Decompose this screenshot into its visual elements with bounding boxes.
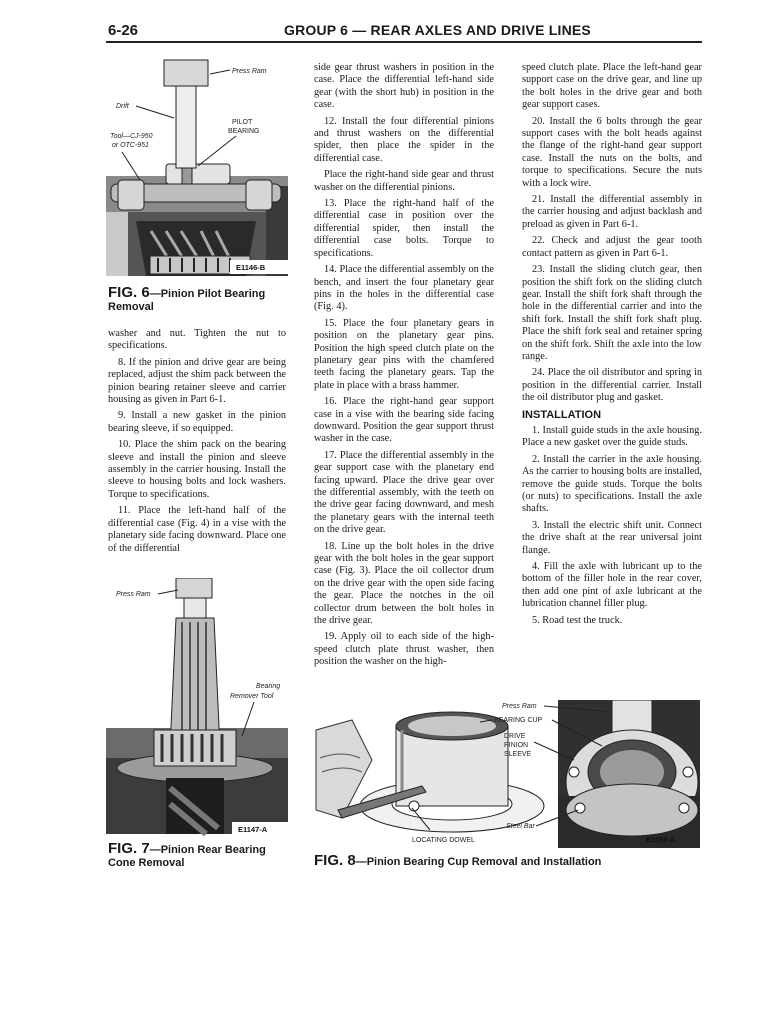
paragraph: 16. Place the right-hand gear support case in a vise with the bearing side facing downward. Position the gear support thrust washer in the case. [314, 396, 494, 445]
fig6-caption-num: FIG. 6 [108, 284, 150, 301]
fig6-code: E1146-B [236, 263, 266, 272]
paragraph: 20. Install the 6 bolts through the gear support cases with the bolt heads against the flange of the right-hand gear support case. Install the nuts on the bolts, and torque to specifications. Secure the nuts with a lock wire. [522, 115, 702, 189]
fig6-illustration [106, 56, 290, 284]
paragraph: 17. Place the differential assembly in the gear support case with the planetary end facing upward. Place the drive gear over the differential assembly, with the teeth on the drive gear facing downward, and mesh the planetary gears with the internal teeth on the drive gear. [314, 449, 494, 536]
fig8-code: E1059-A [646, 835, 676, 844]
column-1-text [108, 328, 286, 559]
fig8-caption [314, 854, 704, 869]
paragraph: 10. Place the shim pack on the bearing sleeve and install the pinion and sleeve assembly in the carrier housing. Install the sleeve to housing bolts and lock washers. Torque to specifications. [108, 439, 286, 500]
paragraph: 23. Install the sliding clutch gear, then position the shift fork on the sliding clutch gear. Install the shift fork shaft through the hole in the differential carrier and into the shift fork. Install the shift fork shaft plug. Place the shift fork seal and retainer spring on the shift fork. Shift the axle into the low range. [522, 264, 702, 362]
fig8-label-pinion: PINION [504, 742, 529, 749]
paragraph: 14. Place the differential assembly on the bench, and insert the four planetary gear pins in the holes in the differential case (Fig. 4). [314, 264, 494, 313]
fig7-label-press-ram: Press Ram [116, 591, 151, 598]
paragraph: 22. Check and adjust the gear tooth contact pattern as given in Part 6-1. [522, 235, 702, 259]
paragraph: 18. Line up the bolt holes in the drive gear with the bolt holes in the gear support case (Fig. 3). Place the oil collector drum on the drive gear with the open side facing the gear. Place the notches in the oil collector drum between the bolt holes in the drive gear. [314, 540, 494, 627]
fig7-label-remover-tool: Remover Tool [230, 693, 274, 700]
fig7-caption-text: —Pinion Rear Bearing Cone Removal [108, 844, 266, 869]
fig8-label-bearing-cup: BEARING CUP [494, 717, 543, 724]
fig8-illustration [312, 700, 704, 850]
fig7-code: E1147-A [238, 825, 268, 834]
page-number: 6-26 [108, 22, 139, 39]
paragraph: 8. If the pinion and drive gear are being replaced, adjust the shim pack between the pinion bearing retainer sleeve and carrier housing as given in Part 6-1. [108, 356, 286, 406]
paragraph: 11. Place the left-hand half of the differential case (Fig. 4) in a vise with the planetary side facing downward. Place one of the differential [108, 505, 286, 554]
paragraph: 9. Install a new gasket in the pinion bearing sleeve, if so equipped. [108, 410, 286, 434]
paragraph: 4. Fill the axle with lubricant up to the bottom of the filler hole in the rear cover, then add one pint of axle lubricant at the lubrication channel filler plug. [522, 561, 702, 610]
paragraph: 13. Place the right-hand half of the differential case in position over the differential spider, then install the differential case bolts. Torque to specifications. [314, 198, 494, 259]
fig6-label-press-ram: Press Ram [232, 68, 267, 75]
page-header-title: GROUP 6 — REAR AXLES AND DRIVE LINES [284, 22, 591, 38]
column-2-text [314, 62, 494, 673]
paragraph: washer and nut. Tighten the nut to specifications. [108, 328, 286, 352]
paragraph: 1. Install guide studs in the axle housing. Place a new gasket over the guide studs. [522, 424, 702, 449]
fig6-caption [108, 286, 288, 314]
fig7-illustration [106, 578, 290, 838]
paragraph: 12. Install the four differential pinions and thrust washers on the differential spider, then place the spider in the differential case. [314, 115, 494, 164]
fig8-label-drive: DRIVE [504, 733, 526, 740]
fig8-label-locating-dowel: LOCATING DOWEL [412, 837, 475, 844]
header-rule [106, 41, 702, 43]
installation-heading: INSTALLATION [522, 408, 602, 421]
fig7-caption-num: FIG. 7 [108, 840, 150, 857]
paragraph: side gear thrust washers in position in the case. Place the differential left-hand side gear (with the short hub) in position in the case. [314, 62, 494, 111]
paragraph: 3. Install the electric shift unit. Connect the drive shaft at the rear universal joint flange. [522, 519, 702, 556]
fig6-label-tool2: or OTC-951 [112, 142, 149, 149]
paragraph: 5. Road test the truck. [532, 614, 623, 626]
fig8-label-press-ram: Press Ram [502, 703, 537, 710]
paragraph: 21. Install the differential assembly in the carrier housing and adjust backlash and preload as given in Part 6-1. [522, 194, 702, 230]
fig6-caption-text: —Pinion Pilot Bearing Removal [108, 288, 266, 313]
paragraph: 2. Install the carrier in the axle housing. As the carrier to housing bolts are installed, remove the guide studs. Torque the bolts (or nuts) to specifications. Install the axle shafts. [522, 453, 702, 515]
fig8-label-steel-bar: Steel Bar [506, 823, 535, 830]
fig7-label-bearing: Bearing [256, 683, 281, 690]
fig7-caption [108, 842, 292, 870]
fig6-label-tool: Tool—CJ-950 [110, 133, 153, 140]
fig6-label-drift: Drift [116, 103, 129, 110]
fig6-label-pilot: PILOT [232, 119, 253, 126]
paragraph: 15. Place the four planetary gears in position on the planetary gear pins. Position the high speed clutch plate on the planetary gear pins with the chamfered teeth facing the planetary gears. Tap the plate in place with a brass hammer. [314, 317, 494, 391]
fig6-label-bearing: BEARING [228, 128, 260, 135]
paragraph: 24. Place the oil distributor and spring in position in the differential carrier. Install the oil distributor plug and gasket. [522, 367, 702, 404]
paragraph: Place the right-hand side gear and thrust washer on the differential pinions. [314, 169, 494, 193]
fig8-caption-text: —Pinion Bearing Cup Removal and Installation [355, 856, 602, 868]
column-3-text [522, 62, 702, 631]
paragraph: 19. Apply oil to each side of the high-speed clutch plate thrust washer, then position the washer on the high- [314, 631, 494, 668]
paragraph: speed clutch plate. Place the left-hand gear support case on the drive gear, and line up the bolt holes in the drive gear and both gear support cases. [522, 62, 702, 111]
fig8-label-sleeve: SLEEVE [504, 751, 532, 758]
fig8-caption-num: FIG. 8 [314, 852, 356, 869]
